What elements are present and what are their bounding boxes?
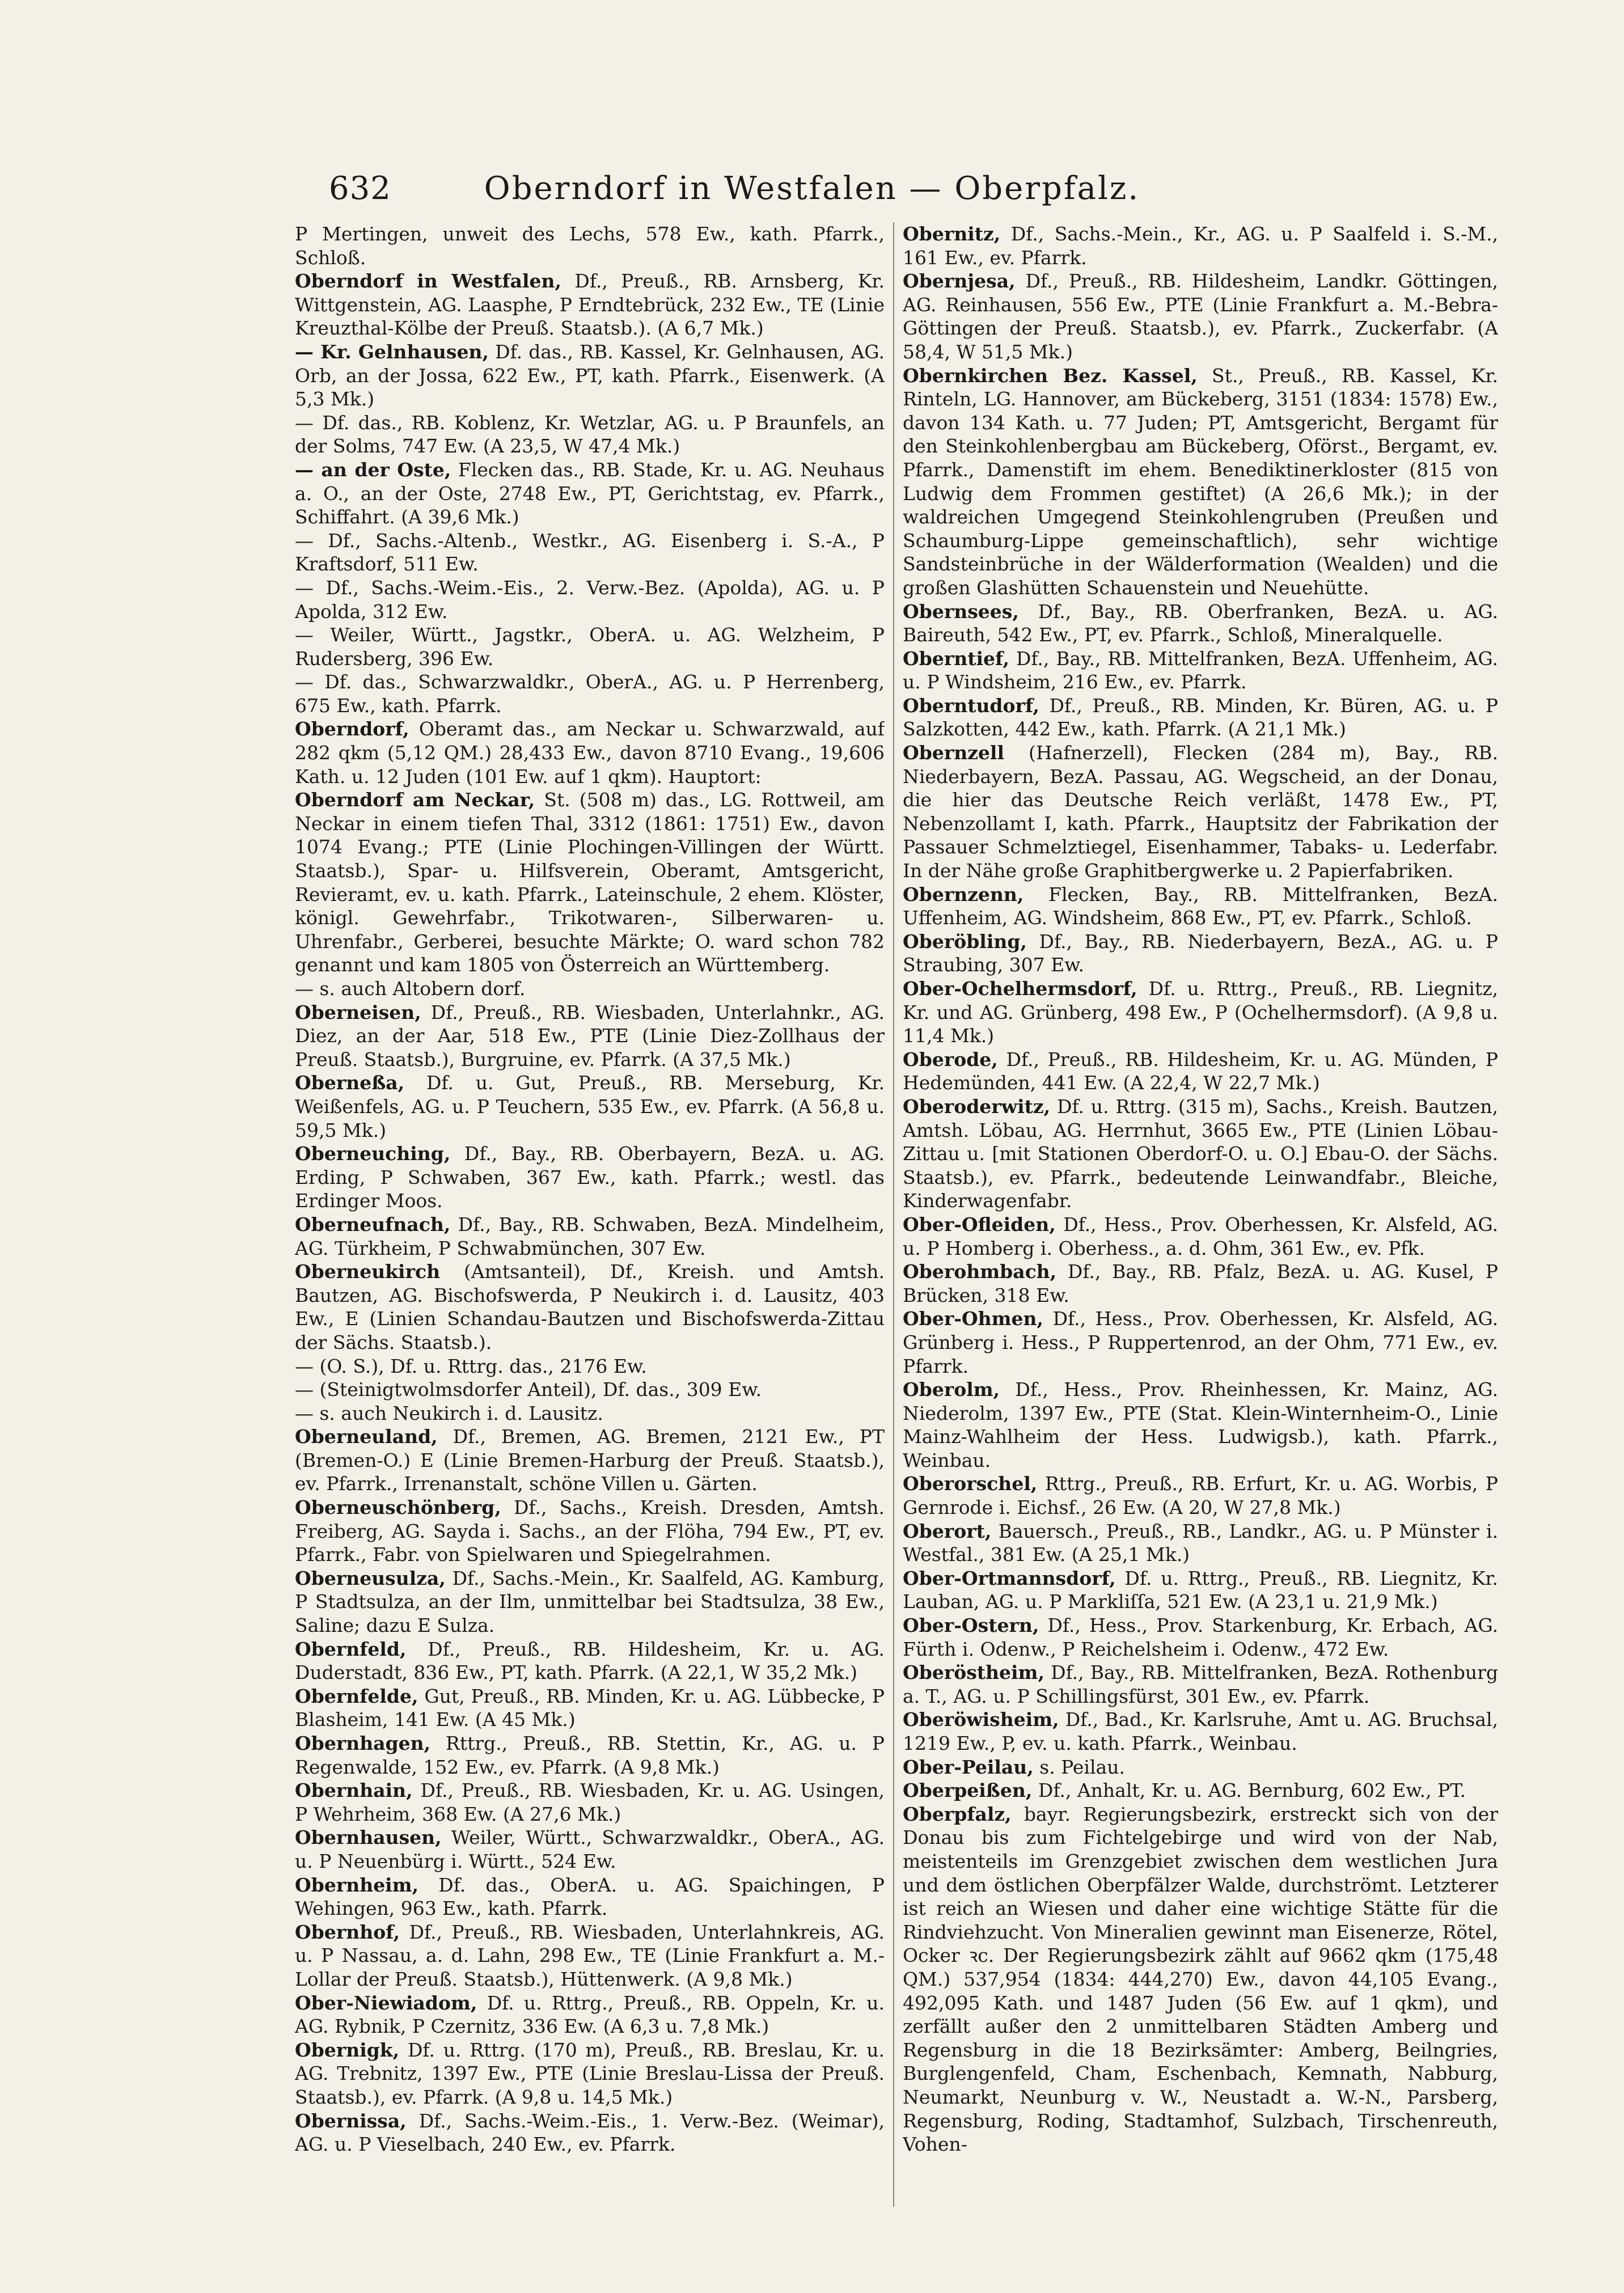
gazetteer-entry bbox=[295, 1402, 885, 1425]
entry-text: Df., Bay., RB. Mittelfranken, BezA. Rothenburg a. T., AG. u. P Schillingsfürst, 301 Ew., ev. Pfarrk. bbox=[903, 1661, 1498, 1707]
gazetteer-entry bbox=[903, 1803, 1498, 2156]
entry-headword: Oberolm, bbox=[903, 1378, 1000, 1401]
gazetteer-entry bbox=[903, 364, 1498, 600]
entry-headword: Oberohmbach, bbox=[903, 1260, 1057, 1283]
entry-text: Flecken das., RB. Stade, Kr. u. AG. Neuhaus a. O., an der Oste, 2748 Ew., PT, Gerichtstag, ev. Pfarrk., Schiffahrt. (A 39,6 Mk.) bbox=[295, 458, 885, 528]
entry-text: Df. das., RB. Kassel, Kr. Gelnhausen, AG. Orb, an der Jossa, 622 Ew., PT, kath. Pfarrk., Eisenwerk. (A 5,3 Mk.) bbox=[295, 340, 885, 411]
entry-text: Df., Bay., RB. Schwaben, BezA. Mindelheim, AG. Türkheim, P Schwabmünchen, 307 Ew. bbox=[295, 1213, 885, 1259]
entry-headword: Oberntief, bbox=[903, 647, 1009, 670]
gazetteer-entry bbox=[295, 1991, 885, 2038]
entry-headword: Ober-Ofleiden, bbox=[903, 1213, 1056, 1236]
entry-headword: Oberneusulza, bbox=[295, 1567, 446, 1589]
entry-headword: Ober-Peilau, bbox=[903, 1755, 1034, 1778]
entry-headword: Oberöbling, bbox=[903, 930, 1027, 953]
entry-text: — Df., Sachs.-Weim.-Eis., 2. Verw.-Bez. (Apolda), AG. u. P Apolda, 312 Ew. bbox=[295, 576, 885, 623]
entry-headword: Oberneukirch bbox=[295, 1260, 441, 1283]
entry-headword: Oberndorf in Westfalen, bbox=[295, 270, 561, 293]
entry-headword: Ober-Ohmen, bbox=[903, 1308, 1044, 1330]
entry-headword: Oberpfalz, bbox=[903, 1803, 1012, 1825]
entry-text: Df., Sachs., Kreish. Dresden, Amtsh. Freiberg, AG. Sayda i. Sachs., an der Flöha, 794 Ew., PT, ev. Pfarrk., Fabr. von Spielwaren und Spiegelrahmen. bbox=[295, 1496, 885, 1566]
gazetteer-entry bbox=[295, 1378, 885, 1402]
entry-headword: Obernsees, bbox=[903, 600, 1019, 623]
entry-headword: Obernitz, bbox=[903, 223, 1001, 245]
gazetteer-entry bbox=[295, 340, 885, 411]
entry-text: — (O. S.), Df. u. Rttrg. das., 2176 Ew. bbox=[295, 1355, 647, 1377]
entry-headword: Oberorschel, bbox=[903, 1473, 1038, 1495]
page-number: 632 bbox=[329, 170, 391, 207]
entry-headword: Ober-Ostern, bbox=[903, 1614, 1039, 1637]
gazetteer-entry bbox=[903, 269, 1498, 363]
entry-headword: Oberneuland, bbox=[295, 1425, 438, 1448]
gazetteer-entry bbox=[295, 222, 885, 269]
gazetteer-entry bbox=[295, 2038, 885, 2109]
entry-text: Df., Hess., Prov. Starkenburg, Kr. Erbach, AG. Fürth i. Odenw., P Reichelsheim i. Odenw., 472 Ew. bbox=[903, 1614, 1498, 1660]
gazetteer-entry bbox=[903, 222, 1498, 269]
entry-headword: Obernhausen, bbox=[295, 1826, 442, 1849]
gazetteer-entry bbox=[903, 647, 1498, 694]
entry-text: — s. auch Altobern dorf. bbox=[295, 978, 526, 1000]
gazetteer-entry bbox=[903, 1472, 1498, 1519]
entry-headword: Oberndorf am Neckar, bbox=[295, 789, 535, 811]
entry-text: Weiler, Württ., Schwarzwaldkr., OberA., AG. u. P Neuenbürg i. Württ., 524 Ew. bbox=[295, 1826, 885, 1872]
entry-text: Df., Bay., RB. Oberbayern, BezA. u. AG. Erding, P Schwaben, 367 Ew., kath. Pfarrk.; westl. das Erdinger Moos. bbox=[295, 1143, 885, 1212]
right-column bbox=[903, 222, 1498, 2218]
entry-text: Df., Anhalt, Kr. u. AG. Bernburg, 602 Ew., PT. bbox=[1038, 1779, 1466, 1802]
entry-headword: Obernhof, bbox=[295, 1920, 400, 1943]
gazetteer-entry bbox=[903, 1260, 1498, 1307]
entry-headword: Oberode, bbox=[903, 1048, 998, 1071]
entry-text: Df., Preuß., RB. Wiesbaden, Kr. u. AG. Usingen, P Wehrheim, 368 Ew. (A 27,6 Mk.) bbox=[295, 1779, 885, 1825]
entry-headword: Ober-Ortmannsdorf, bbox=[903, 1567, 1116, 1589]
gazetteer-entry bbox=[903, 1708, 1498, 1755]
entry-text: Df., Sachs.-Mein., Kr., AG. u. P Saalfeld i. S.-M., 161 Ew., ev. Pfarrk. bbox=[903, 223, 1498, 269]
entry-text: — Df. das., Schwarzwaldkr., OberA., AG. u. P Herrenberg, 675 Ew., kath. Pfarrk. bbox=[295, 671, 885, 717]
entry-text: Gut, Preuß., RB. Minden, Kr. u. AG. Lübbecke, P Blasheim, 141 Ew. (A 45 Mk.) bbox=[295, 1685, 885, 1731]
gazetteer-entry bbox=[903, 694, 1498, 741]
entry-headword: Oberneuching, bbox=[295, 1143, 451, 1165]
gazetteer-entry bbox=[903, 1755, 1498, 1779]
gazetteer-entry bbox=[295, 1213, 885, 1260]
gazetteer-entry bbox=[903, 1048, 1498, 1095]
entry-headword: Obernfeld, bbox=[295, 1638, 407, 1660]
entry-text: St., Preuß., RB. Kassel, Kr. Rinteln, LG. Hannover, am Bückeberg, 3151 (1834: 1578) Ew., davon 134 Kath. u. 77 Juden; PT, Amtsgericht, Bergamt für den Steinkohlenbergbau am Bückeberg, Oförst., Bergamt, ev. Pfarrk., Damenstift im ehem. Benediktinerkloster (815 von Ludwig dem Frommen gestiftet) (A 26,6 Mk.); in der waldreichen Umgegend Steinkohlengruben (Preußen und Schaumburg-Lippe gemeinschaftlich), sehr wichtige Sandsteinbrüche in der Wälderformation (Wealden) und die großen Glashütten Schauenstein und Neuehütte. bbox=[903, 364, 1498, 599]
gazetteer-entry bbox=[903, 883, 1498, 930]
gazetteer-entry bbox=[295, 458, 885, 529]
entry-headword: Obernjesa, bbox=[903, 270, 1016, 293]
gazetteer-entry bbox=[295, 623, 885, 670]
left-column bbox=[295, 222, 885, 2218]
entry-text: Df., Preuß., RB. Hildesheim, Kr. u. AG. Münden, P Hedemünden, 441 Ew. (A 22,4, W 22,7 Mk.) bbox=[903, 1048, 1498, 1094]
gazetteer-entry bbox=[295, 1355, 885, 1378]
entry-text: — (Steinigtwolmsdorfer Anteil), Df. das., 309 Ew. bbox=[295, 1378, 762, 1401]
gazetteer-entry bbox=[903, 930, 1498, 977]
gazetteer-entry bbox=[903, 741, 1498, 883]
entry-headword: Obernigk, bbox=[295, 2038, 400, 2061]
entry-text: Df., Preuß., RB. Wiesbaden, Unterlahnkr., AG. Diez, an der Aar, 518 Ew., PTE (Linie Diez-Zollhaus der Preuß. Staatsb.), Burgruine, ev. Pfarrk. (A 37,5 Mk.) bbox=[295, 1001, 885, 1071]
entry-headword: Oberntudorf, bbox=[903, 694, 1039, 717]
entry-text: Df., Hess., Prov. Rheinhessen, Kr. Mainz, AG. Niederolm, 1397 Ew., PTE (Stat. Klein-Winternheim-O., Linie Mainz-Wahlheim der Hess. Ludwigsb.), kath. Pfarrk., Weinbau. bbox=[903, 1378, 1498, 1471]
entry-headword: Oberöstheim, bbox=[903, 1661, 1044, 1684]
entry-text: — Df. das., RB. Koblenz, Kr. Wetzlar, AG. u. P Braunfels, an der Solms, 747 Ew. (A 23,5, W 47,4 Mk.) bbox=[295, 411, 885, 458]
gazetteer-entry bbox=[295, 1260, 885, 1354]
gazetteer-entry bbox=[903, 1095, 1498, 1213]
entry-text: Bauersch., Preuß., RB., Landkr., AG. u. P Münster i. Westfal., 381 Ew. (A 25,1 Mk.) bbox=[903, 1520, 1498, 1566]
entry-headword: — Kr. Gelnhausen, bbox=[295, 340, 489, 363]
gazetteer-entry bbox=[903, 1779, 1498, 1803]
entry-headword: Oberneisen, bbox=[295, 1001, 421, 1023]
running-title: Oberndorf in Westfalen — Oberpfalz. bbox=[484, 170, 1140, 207]
entry-text: Df., Sachs.-Weim.-Eis., 1. Verw.-Bez. (Weimar), AG. u. P Vieselbach, 240 Ew., ev. Pfarrk. bbox=[295, 2109, 885, 2156]
gazetteer-entry bbox=[903, 1213, 1498, 1260]
entry-text: Df. u. Rttrg. (170 m), Preuß., RB. Breslau, Kr. u. AG. Trebnitz, 1397 Ew., PTE (Linie Breslau-Lissa der Preuß. Staatsb.), ev. Pfarrk. (A 9,8 u. 14,5 Mk.) bbox=[295, 2038, 885, 2108]
entry-text: — s. auch Neukirch i. d. Lausitz. bbox=[295, 1402, 603, 1424]
entry-text: Df., Preuß., RB. Hildesheim, Kr. u. AG. Duderstadt, 836 Ew., PT, kath. Pfarrk. (A 22,1, W 35,2 Mk.) bbox=[295, 1638, 885, 1684]
entry-headword: Obernhain, bbox=[295, 1779, 413, 1802]
entry-text: Df., Bay., RB. Mittelfranken, BezA. Uffenheim, AG. u. P Windsheim, 216 Ew., ev. Pfarrk. bbox=[903, 647, 1498, 693]
entry-text: Df., Preuß., RB. Arnsberg, Kr. Wittgenstein, AG. Laasphe, P Erndtebrück, 232 Ew., TE (Linie Kreuzthal-Kölbe der Preuß. Staatsb.). (A 6,7 Mk.) bbox=[295, 270, 885, 340]
entry-text: Df. u. Gut, Preuß., RB. Merseburg, Kr. Weißenfels, AG. u. P Teuchern, 535 Ew., ev. Pfarrk. (A 56,8 u. 59,5 Mk.) bbox=[295, 1072, 885, 1141]
entry-text: Df., Bad., Kr. Karlsruhe, Amt u. AG. Bruchsal, 1219 Ew., P, ev. u. kath. Pfarrk., Weinbau. bbox=[903, 1708, 1498, 1754]
entry-text: Df. u. Rttrg., Preuß., RB. Liegnitz, Kr. Lauban, AG. u. P Markliſſa, 521 Ew. (A 23,1 u. 21,9 Mk.) bbox=[903, 1567, 1498, 1613]
entry-text: Df., Bremen, AG. Bremen, 2121 Ew., PT (Bremen-O.) E (Linie Bremen-Harburg der Preuß. Staatsb.), ev. Pfarrk., Irrenanstalt, schöne Villen u. Gärten. bbox=[295, 1425, 885, 1495]
entry-text: Df., Preuß., RB. Hildesheim, Landkr. Göttingen, AG. Reinhausen, 556 Ew., PTE (Linie Frankfurt a. M.-Bebra-Göttingen der Preuß. Staatsb.), ev. Pfarrk., Zuckerfabr. (A 58,4, W 51,5 Mk.) bbox=[903, 270, 1498, 363]
entry-text: (Hafnerzell), Flecken (284 m), Bay., RB. Niederbayern, BezA. Passau, AG. Wegscheid, an der Donau, die hier das Deutsche Reich verläßt, 1478 Ew., PT, Nebenzollamt I, kath. Pfarrk., Hauptsitz der Fabrikation der Passauer Schmelztiegel, Eisenhammer, Tabaks- u. Lederfabr. In der Nähe große Graphitbergwerke u. 2 Papierfabriken. bbox=[903, 742, 1498, 882]
gazetteer-entry bbox=[295, 717, 885, 788]
gazetteer-entry bbox=[903, 1307, 1498, 1378]
gazetteer-entry bbox=[295, 411, 885, 458]
gazetteer-entry bbox=[295, 1826, 885, 1873]
gazetteer-entry bbox=[903, 1661, 1498, 1708]
entry-text: Df. u. Rttrg., Preuß., RB. Oppeln, Kr. u. AG. Rybnik, P Czernitz, 336 Ew. (A 6,3 u. 7,8 Mk.) bbox=[295, 1991, 885, 2038]
entry-text: Df. u. Rttrg. (315 m), Sachs., Kreish. Bautzen, Amtsh. Löbau, AG. Herrnhut, 3665 Ew., PTE (Linien Löbau-Zittau u. [mit Stationen Oberdorf-O. u. O.] Ebau-O. der Sächs. Staatsb.), ev. Pfarrk., bedeutende Leinwandfabr., Bleiche, Kinderwagenfabr. bbox=[903, 1095, 1498, 1212]
entry-headword: Obernzell bbox=[903, 742, 1005, 764]
gazetteer-entry bbox=[903, 1378, 1498, 1472]
entry-text: Df. u. Rttrg., Preuß., RB. Liegnitz, Kr. und AG. Grünberg, 498 Ew., P (Ochelhermsdorf). (A 9,8 u. 11,4 Mk.) bbox=[903, 978, 1498, 1047]
entry-headword: Oberneßa, bbox=[295, 1072, 405, 1094]
entry-text: Df., Bay., RB. Oberfranken, BezA. u. AG. Baireuth, 542 Ew., PT, ev. Pfarrk., Schloß, Mineralquelle. bbox=[903, 600, 1498, 646]
gazetteer-entry bbox=[903, 600, 1498, 647]
gazetteer-entry bbox=[295, 977, 885, 1001]
entry-headword: Oberneufnach, bbox=[295, 1213, 451, 1236]
gazetteer-entry bbox=[295, 1732, 885, 1779]
entry-text: — Df., Sachs.-Altenb., Westkr., AG. Eisenberg i. S.-A., P Kraftsdorf, 511 Ew. bbox=[295, 529, 885, 576]
gazetteer-entry bbox=[295, 1779, 885, 1826]
gazetteer-entry bbox=[903, 1520, 1498, 1567]
entry-headword: Oberort, bbox=[903, 1520, 992, 1542]
gazetteer-entry bbox=[295, 1142, 885, 1213]
entry-text: Flecken, Bay., RB. Mittelfranken, BezA. Uffenheim, AG. Windsheim, 868 Ew., PT, ev. Pfarrk., Schloß. bbox=[903, 883, 1498, 929]
gazetteer-entry bbox=[903, 977, 1498, 1048]
entry-text: P Mertingen, unweit des Lechs, 578 Ew., kath. Pfarrk., Schloß. bbox=[295, 223, 885, 269]
gazetteer-entry bbox=[903, 1614, 1498, 1661]
gazetteer-entry bbox=[295, 1425, 885, 1496]
gazetteer-entry bbox=[295, 529, 885, 576]
entry-text: (Amtsanteil), Df., Kreish. und Amtsh. Bautzen, AG. Bischofswerda, P Neukirch i. d. Lausitz, 403 Ew., E (Linien Schandau-Bautzen und Bischofswerda-Zittau der Sächs. Staatsb.). bbox=[295, 1260, 885, 1353]
gazetteer-entry bbox=[295, 1685, 885, 1732]
entry-text: Df., Hess., Prov. Oberhessen, Kr. Alsfeld, AG. Grünberg i. Hess., P Ruppertenrod, an der Ohm, 771 Ew., ev. Pfarrk. bbox=[903, 1308, 1498, 1377]
column-divider bbox=[893, 222, 894, 2207]
entry-text: bayr. Regierungsbezirk, erstreckt sich von der Donau bis zum Fichtelgebirge und wird von der Nab, meistenteils im Grenzgebiet zwischen dem westlichen Jura und dem östlichen Oberpfälzer Walde, durchströmt. Letzterer ist reich an Wiesen und daher eine wichtige Stätte für die Rindviehzucht. Von Mineralien gewinnt man Eisenerze, Rötel, Ocker ꝛc. Der Regierungsbezirk zählt auf 9662 qkm (175,48 QM.) 537,954 (1834: 444,270) Ew., davon 44,105 Evang., 492,095 Kath. und 1487 Juden (56 Ew. auf 1 qkm), und zerfällt außer den 2 unmittelbaren Städten Amberg und Regensburg in die 18 Bezirksämter: Amberg, Beilngries, Burglengenfeld, Cham, Eschenbach, Kemnath, Nabburg, Neumarkt, Neunburg v. W., Neustadt a. W.-N., Parsberg, Regensburg, Roding, Stadtamhof, Sulzbach, Tirschenreuth, Vohen- bbox=[903, 1803, 1498, 2156]
entry-headword: Obernissa, bbox=[295, 2109, 407, 2132]
entry-headword: Obernheim, bbox=[295, 1873, 419, 1896]
gazetteer-entry bbox=[295, 1001, 885, 1072]
entry-headword: Obernzenn, bbox=[903, 883, 1024, 906]
entry-text: — Weiler, Württ., Jagstkr., OberA. u. AG. Welzheim, P Rudersberg, 396 Ew. bbox=[295, 624, 885, 670]
entry-text: Df., Sachs.-Mein., Kr. Saalfeld, AG. Kamburg, P Stadtsulza, an der Ilm, unmittelbar bei Stadtsulza, 38 Ew., Saline; dazu E Sulza. bbox=[295, 1567, 885, 1637]
gazetteer-entry bbox=[295, 1638, 885, 1685]
entry-headword: Oberöwisheim, bbox=[903, 1708, 1059, 1731]
entry-headword: Oberndorf, bbox=[295, 718, 409, 741]
entry-text: Df. das., OberA. u. AG. Spaichingen, P Wehingen, 963 Ew., kath. Pfarrk. bbox=[295, 1873, 885, 1920]
gazetteer-entry bbox=[903, 1567, 1498, 1614]
entry-text: Rttrg., Preuß., RB. Erfurt, Kr. u. AG. Worbis, P Gernrode i. Eichsf., 26 Ew. (A 20, W 27,8 Mk.) bbox=[903, 1473, 1498, 1519]
entry-text: Oberamt das., am Neckar u. Schwarzwald, auf 282 qkm (5,12 QM.) 28,433 Ew., davon 8710 Evang., 19,606 Kath. u. 12 Juden (101 Ew. auf 1 qkm). Hauptort: bbox=[295, 718, 885, 788]
gazetteer-entry bbox=[295, 670, 885, 717]
entry-headword: Oberneuschönberg, bbox=[295, 1496, 501, 1519]
entry-text: Df., Bay., RB. Niederbayern, BezA., AG. u. P Straubing, 307 Ew. bbox=[903, 930, 1498, 976]
entry-text: Df., Hess., Prov. Oberhessen, Kr. Alsfeld, AG. u. P Homberg i. Oberhess., a. d. Ohm, 361 Ew., ev. Pfk. bbox=[903, 1213, 1498, 1259]
gazetteer-entry bbox=[295, 788, 885, 977]
gazetteer-entry bbox=[295, 1873, 885, 1920]
gazetteer-entry bbox=[295, 1071, 885, 1142]
entry-headword: Ober-Niewiadom, bbox=[295, 1991, 477, 2014]
gazetteer-entry bbox=[295, 1567, 885, 1638]
gazetteer-entry bbox=[295, 1920, 885, 1991]
entry-headword: Obernhagen, bbox=[295, 1732, 431, 1754]
gazetteer-entry bbox=[295, 2109, 885, 2156]
entry-text: Df., Bay., RB. Pfalz, BezA. u. AG. Kusel, P Brücken, 318 Ew. bbox=[903, 1260, 1498, 1306]
entry-headword: Oberoderwitz, bbox=[903, 1095, 1051, 1118]
entry-headword: Obernfelde, bbox=[295, 1685, 418, 1707]
entry-headword: Ober-Ochelhermsdorf, bbox=[903, 978, 1137, 1000]
entry-headword: Oberpeißen, bbox=[903, 1779, 1033, 1802]
gazetteer-entry bbox=[295, 269, 885, 340]
gazetteer-entry bbox=[295, 576, 885, 623]
entry-text: s. Peilau. bbox=[1039, 1755, 1125, 1778]
entry-headword: — an der Oste, bbox=[295, 458, 451, 481]
entry-headword: Obernkirchen Bez. Kassel, bbox=[903, 364, 1198, 387]
gazetteer-entry bbox=[295, 1496, 885, 1567]
entry-text: Df., Preuß., RB. Minden, Kr. Büren, AG. u. P Salzkotten, 442 Ew., kath. Pfarrk. (A 21,1 Mk.) bbox=[903, 694, 1498, 741]
entry-text: St. (508 m) das., LG. Rottweil, am Neckar in einem tiefen Thal, 3312 (1861: 1751) Ew., davon 1074 Evang.; PTE (Linie Plochingen-Villingen der Württ. Staatsb.), Spar- u. Hilfsverein, Oberamt, Amtsgericht, Revieramt, ev. u. kath. Pfarrk., Lateinschule, 2 ehem. Klöster, königl. Gewehrfabr., Trikotwaren-, Silberwaren- u. Uhrenfabr., Gerberei, besuchte Märkte; O. ward schon 782 genannt und kam 1805 von Österreich an Württemberg. bbox=[295, 789, 885, 976]
entry-text: Rttrg., Preuß., RB. Stettin, Kr., AG. u. P Regenwalde, 152 Ew., ev. Pfarrk. (A 9,8 Mk.) bbox=[295, 1732, 885, 1778]
entry-text: Df., Preuß., RB. Wiesbaden, Unterlahnkreis, AG. u. P Nassau, a. d. Lahn, 298 Ew., TE (Linie Frankfurt a. M.-Lollar der Preuß. Staatsb.), Hüttenwerk. (A 9,8 Mk.) bbox=[295, 1920, 885, 1990]
